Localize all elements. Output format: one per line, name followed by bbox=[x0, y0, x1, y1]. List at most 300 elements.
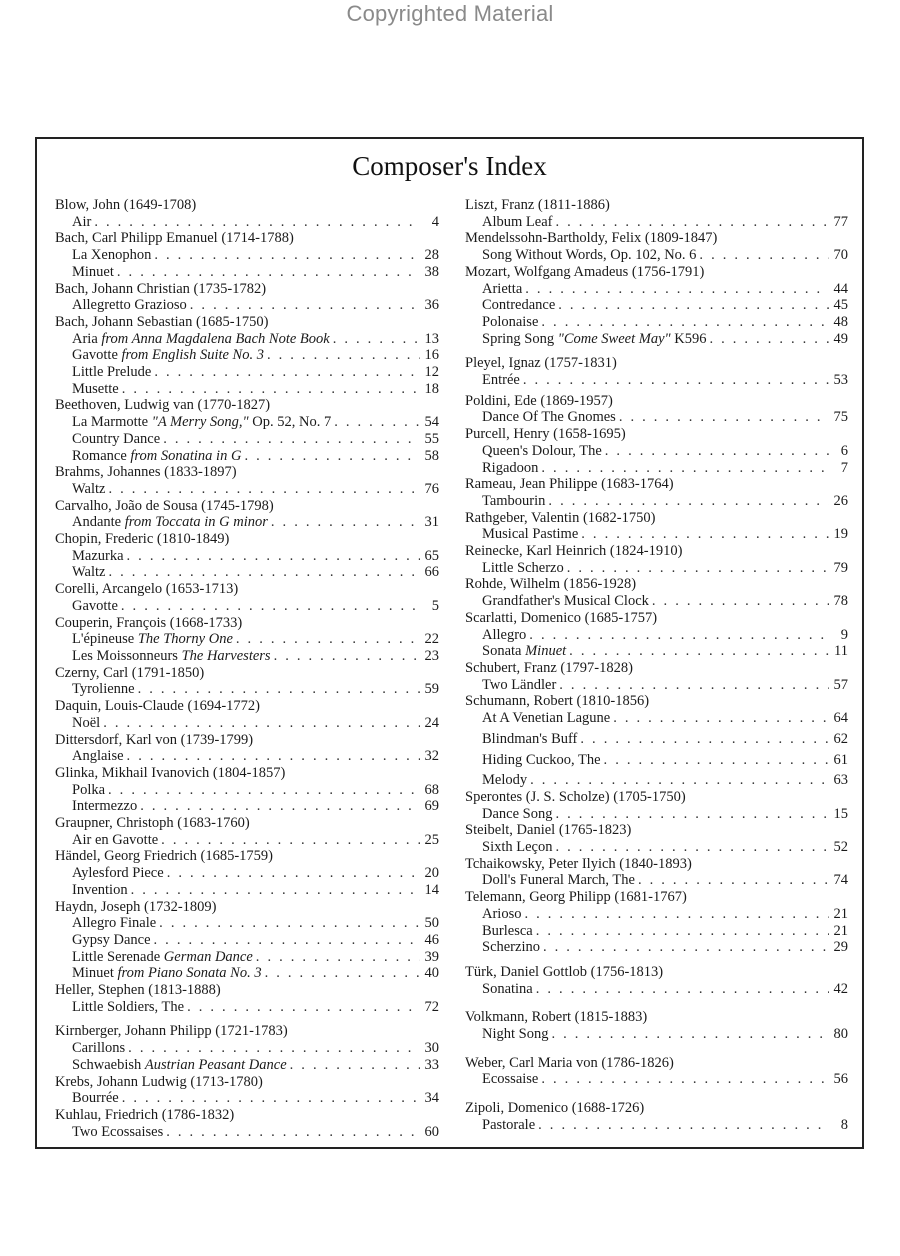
work-entry bbox=[465, 923, 848, 940]
composer-name: Liszt, Franz (1811-1886) bbox=[465, 197, 610, 213]
page-number: 18 bbox=[424, 380, 439, 397]
page-number: 39 bbox=[424, 948, 439, 965]
page-number: 80 bbox=[833, 1026, 848, 1043]
work-title-text: Tyrolienne bbox=[72, 681, 135, 698]
work-title-text: Gypsy Dance bbox=[72, 931, 151, 948]
composer-name: Glinka, Mikhail Ivanovich (1804-1857) bbox=[55, 764, 286, 781]
dot-leader bbox=[140, 798, 420, 815]
work-title-text: Schwaebish bbox=[72, 1056, 142, 1073]
composer-name: Steibelt, Daniel (1765-1823) bbox=[465, 822, 632, 839]
work-entry bbox=[465, 560, 848, 577]
work-title-text: Tambourin bbox=[482, 492, 546, 509]
page-number: 72 bbox=[424, 998, 439, 1015]
page-number: 21 bbox=[833, 905, 848, 922]
work-title-text: Grandfather's Musical Clock bbox=[482, 593, 649, 610]
page-number: 9 bbox=[840, 626, 848, 643]
work-title-text: Pastorale bbox=[482, 1116, 536, 1133]
page-number: 77 bbox=[833, 213, 848, 230]
dot-leader bbox=[652, 593, 829, 610]
work-entry bbox=[55, 748, 439, 765]
work-title-text: Scherzino bbox=[482, 939, 540, 956]
composer-name: Dittersdorf, Karl von (1739-1799) bbox=[55, 731, 254, 748]
work-entry bbox=[465, 772, 848, 789]
work-title-text: Waltz bbox=[72, 480, 106, 497]
dot-leader bbox=[290, 1057, 420, 1074]
dot-leader bbox=[548, 493, 829, 510]
work-subtitle: Minuet bbox=[525, 643, 567, 660]
page-number: 25 bbox=[424, 831, 439, 848]
composer-name: Purcell, Henry (1658-1695) bbox=[465, 426, 626, 443]
work-title-text: Noël bbox=[72, 714, 101, 731]
work-title-text: Mazurka bbox=[72, 547, 124, 564]
page-number: 57 bbox=[833, 676, 848, 693]
composer-name: Couperin, François (1668-1733) bbox=[55, 614, 243, 631]
work-entry bbox=[55, 564, 439, 581]
work-title-text: Minuet bbox=[72, 965, 114, 982]
composer-name: Beethoven, Ludwig van (1770-1827) bbox=[55, 397, 271, 414]
composer-entry bbox=[55, 581, 439, 614]
work-entry bbox=[55, 247, 439, 264]
work-title-text: Musical Pastime bbox=[482, 526, 579, 543]
dot-leader bbox=[524, 906, 829, 923]
work-entry bbox=[465, 593, 848, 610]
work-entry bbox=[465, 372, 848, 389]
work-title bbox=[72, 564, 105, 581]
work-title-text: Romance bbox=[72, 447, 127, 464]
dot-leader bbox=[541, 1071, 829, 1088]
work-title bbox=[482, 214, 552, 231]
work-title-text: Dance Song bbox=[482, 805, 553, 822]
dot-leader bbox=[127, 748, 420, 765]
composer-entry bbox=[465, 610, 848, 660]
work-title-text: Andante bbox=[72, 514, 122, 531]
work-entry bbox=[465, 872, 848, 889]
page-number: 48 bbox=[833, 313, 848, 330]
page-number: 29 bbox=[833, 939, 848, 956]
work-title bbox=[482, 710, 610, 727]
page-number: 8 bbox=[840, 1116, 848, 1133]
page-number: 56 bbox=[833, 1071, 848, 1088]
page-number: 19 bbox=[833, 526, 848, 543]
work-title-text: Gavotte bbox=[72, 347, 118, 364]
composer-entry bbox=[55, 281, 439, 314]
dot-leader bbox=[265, 965, 420, 982]
work-entry bbox=[55, 448, 439, 465]
dot-leader bbox=[581, 526, 829, 543]
work-entry bbox=[55, 715, 439, 732]
dot-leader bbox=[161, 832, 420, 849]
work-entry bbox=[465, 297, 848, 314]
work-title-text: Little Prelude bbox=[72, 364, 152, 381]
page-number: 21 bbox=[833, 922, 848, 939]
work-title-text: Hiding Cuckoo, The bbox=[482, 751, 601, 768]
page-number: 40 bbox=[424, 965, 439, 982]
dot-leader bbox=[523, 372, 829, 389]
dot-leader bbox=[604, 752, 829, 769]
composer-entry bbox=[465, 789, 848, 822]
dot-leader bbox=[166, 1124, 420, 1141]
page-number: 16 bbox=[424, 347, 439, 364]
composer-entry bbox=[465, 822, 848, 855]
work-entry bbox=[465, 806, 848, 823]
composer-entry bbox=[55, 982, 439, 1015]
work-title-text: Blindman's Buff bbox=[482, 730, 578, 747]
work-entry bbox=[55, 481, 439, 498]
work-title-text: Melody bbox=[482, 772, 528, 789]
work-title bbox=[72, 631, 233, 648]
dot-leader bbox=[108, 481, 420, 498]
composer-name: Chopin, Frederic (1810-1849) bbox=[55, 531, 230, 548]
composer-entry bbox=[55, 665, 439, 698]
page-number: 24 bbox=[424, 714, 439, 731]
composer-name: Schumann, Robert (1810-1856) bbox=[465, 693, 650, 710]
work-title-text: Night Song bbox=[482, 1026, 549, 1043]
work-entry bbox=[465, 981, 848, 998]
work-entry bbox=[55, 214, 439, 231]
work-title bbox=[72, 347, 264, 364]
page-number: 12 bbox=[424, 364, 439, 381]
work-title-text: Song Without Words, Op. 102, No. 6 bbox=[482, 247, 697, 264]
work-title bbox=[72, 364, 151, 381]
work-subtitle: from Anna Magdalena Bach Note Book bbox=[101, 330, 330, 347]
work-title-text: Entrée bbox=[482, 372, 520, 389]
composer-name: Pleyel, Ignaz (1757-1831) bbox=[465, 355, 617, 372]
dot-leader bbox=[555, 839, 829, 856]
work-title-text: Polonaise bbox=[482, 313, 539, 330]
work-subtitle: Austrian Peasant Dance bbox=[144, 1056, 287, 1073]
work-title bbox=[482, 627, 526, 644]
page-number: 52 bbox=[833, 839, 848, 856]
left-column bbox=[55, 197, 439, 1140]
work-title-text: La Xenophon bbox=[72, 247, 152, 264]
work-title bbox=[72, 748, 124, 765]
work-title-text: Air en Gavotte bbox=[72, 831, 159, 848]
composer-entry bbox=[465, 889, 848, 956]
dot-leader bbox=[334, 414, 420, 431]
work-title bbox=[72, 681, 135, 698]
work-entry bbox=[465, 1117, 848, 1134]
dot-leader bbox=[333, 331, 420, 348]
composer-name: Volkmann, Robert (1815-1883) bbox=[465, 1009, 648, 1026]
page-number: 76 bbox=[424, 480, 439, 497]
composer-entry bbox=[55, 732, 439, 765]
composer-name: Scarlatti, Domenico (1685-1757) bbox=[465, 609, 658, 626]
work-title bbox=[482, 314, 538, 331]
dot-leader bbox=[530, 772, 829, 789]
work-entry bbox=[465, 677, 848, 694]
dot-leader bbox=[159, 915, 420, 932]
composer-name: Schubert, Franz (1797-1828) bbox=[465, 659, 633, 676]
composer-entry bbox=[55, 765, 439, 815]
work-entry bbox=[465, 906, 848, 923]
work-title bbox=[72, 865, 164, 882]
work-title bbox=[72, 932, 151, 949]
page-number: 79 bbox=[833, 559, 848, 576]
work-entry bbox=[465, 460, 848, 477]
composer-entry bbox=[465, 426, 848, 476]
composer-name: Rameau, Jean Philippe (1683-1764) bbox=[465, 476, 674, 493]
work-entry bbox=[465, 247, 848, 264]
dot-leader bbox=[580, 731, 829, 748]
work-title-text: Two Ecossaises bbox=[72, 1123, 164, 1140]
work-title bbox=[482, 409, 616, 426]
composer-entry bbox=[55, 314, 439, 398]
work-entry bbox=[465, 627, 848, 644]
dot-leader bbox=[551, 1026, 829, 1043]
work-title bbox=[72, 1040, 125, 1057]
page-number: 64 bbox=[833, 710, 848, 727]
work-title-text: Polka bbox=[72, 781, 106, 798]
page-number: 60 bbox=[424, 1123, 439, 1140]
work-title-text: Sonata bbox=[482, 643, 522, 660]
work-entry bbox=[55, 865, 439, 882]
page-number: 11 bbox=[834, 643, 848, 660]
page-number: 61 bbox=[833, 751, 848, 768]
composer-entry bbox=[55, 615, 439, 665]
work-title bbox=[482, 331, 706, 348]
work-title-text: Burlesca bbox=[482, 922, 533, 939]
composer-name: Mozart, Wolfgang Amadeus (1756-1791) bbox=[465, 263, 705, 280]
page-number: 59 bbox=[424, 681, 439, 698]
work-entry bbox=[465, 331, 848, 348]
composer-entry bbox=[465, 230, 848, 263]
work-title-text: Doll's Funeral March, The bbox=[482, 872, 635, 889]
work-opus: Op. 52, No. 7 bbox=[252, 414, 332, 431]
work-title-text: Country Dance bbox=[72, 430, 161, 447]
work-title bbox=[72, 1124, 163, 1141]
page-number: 38 bbox=[424, 263, 439, 280]
work-title-text: Ecossaise bbox=[482, 1071, 539, 1088]
page-number: 55 bbox=[424, 430, 439, 447]
work-entry bbox=[55, 999, 439, 1016]
dot-leader bbox=[699, 247, 829, 264]
dot-leader bbox=[128, 1040, 420, 1057]
composer-entry bbox=[465, 660, 848, 693]
composer-entry bbox=[55, 848, 439, 898]
dot-leader bbox=[538, 1117, 829, 1134]
page-number: 32 bbox=[424, 748, 439, 765]
work-entry bbox=[55, 631, 439, 648]
work-title bbox=[72, 514, 268, 531]
work-title bbox=[482, 297, 555, 314]
page-number: 49 bbox=[833, 330, 848, 347]
work-title-text: Queen's Dolour, The bbox=[482, 442, 602, 459]
dot-leader bbox=[605, 443, 829, 460]
work-title-text: Arietta bbox=[482, 280, 523, 297]
work-title-text: Two Ländler bbox=[482, 676, 557, 693]
work-subtitle: from Piano Sonata No. 3 bbox=[117, 965, 262, 982]
work-title bbox=[72, 297, 187, 314]
dot-leader bbox=[163, 431, 420, 448]
composer-name: Kirnberger, Johann Philipp (1721-1783) bbox=[55, 1023, 288, 1040]
work-entry bbox=[465, 939, 848, 956]
dot-leader bbox=[108, 782, 420, 799]
work-title bbox=[482, 872, 635, 889]
work-title bbox=[482, 752, 601, 769]
work-title bbox=[72, 414, 331, 431]
dot-leader bbox=[167, 865, 420, 882]
work-title bbox=[482, 772, 527, 789]
work-entry bbox=[55, 264, 439, 281]
page-number: 34 bbox=[424, 1090, 439, 1107]
work-title-text: Allegretto Grazioso bbox=[72, 297, 187, 314]
dot-leader bbox=[569, 643, 829, 660]
work-entry bbox=[465, 409, 848, 426]
work-title bbox=[72, 915, 156, 932]
composer-entry bbox=[55, 1107, 439, 1140]
dot-leader bbox=[103, 715, 420, 732]
work-title-text: Rigadoon bbox=[482, 459, 539, 476]
work-title-text: Spring Song bbox=[482, 330, 555, 347]
dot-leader bbox=[122, 1090, 420, 1107]
work-title-text: Allegro bbox=[482, 626, 527, 643]
work-title bbox=[72, 381, 119, 398]
work-title bbox=[72, 247, 151, 264]
dot-leader bbox=[555, 214, 829, 231]
work-subtitle: The Thorny One bbox=[137, 631, 233, 648]
composer-entry bbox=[55, 815, 439, 848]
work-title-text: Aria bbox=[72, 330, 98, 347]
work-title-text: Little Serenade bbox=[72, 948, 161, 965]
index-frame bbox=[35, 137, 864, 1149]
work-title bbox=[482, 731, 577, 748]
page-number: 7 bbox=[840, 459, 848, 476]
work-title bbox=[72, 999, 184, 1016]
page-number: 6 bbox=[840, 442, 848, 459]
page-number: 44 bbox=[833, 280, 848, 297]
composer-name: Poldini, Ede (1869-1957) bbox=[465, 392, 613, 409]
work-title-text: Bourrée bbox=[72, 1090, 119, 1107]
page-number: 74 bbox=[833, 872, 848, 889]
work-title-text: Musette bbox=[72, 380, 119, 397]
dot-leader bbox=[122, 381, 420, 398]
work-title bbox=[72, 448, 241, 465]
work-title-text: La Marmotte bbox=[72, 414, 149, 431]
page-number: 62 bbox=[833, 730, 848, 747]
work-title-text: Gavotte bbox=[72, 597, 118, 614]
page-number: 5 bbox=[431, 597, 439, 614]
composer-entry bbox=[465, 693, 848, 789]
work-entry bbox=[55, 1124, 439, 1141]
work-title bbox=[482, 981, 533, 998]
dot-leader bbox=[613, 710, 829, 727]
work-title bbox=[72, 481, 105, 498]
dot-leader bbox=[525, 281, 829, 298]
composer-name: Händel, Georg Friedrich (1685-1759) bbox=[55, 848, 273, 865]
dot-leader bbox=[121, 598, 420, 615]
composer-entry bbox=[55, 498, 439, 531]
composer-name: Blow, John (1649-1708) bbox=[55, 197, 197, 213]
dot-leader bbox=[529, 627, 829, 644]
composer-name: Carvalho, João de Sousa (1745-1798) bbox=[55, 497, 274, 514]
page-number: 14 bbox=[424, 881, 439, 898]
composer-name: Zipoli, Domenico (1688-1726) bbox=[465, 1100, 645, 1117]
work-entry bbox=[55, 1090, 439, 1107]
work-title bbox=[72, 965, 262, 982]
composer-entry bbox=[465, 543, 848, 576]
dot-leader bbox=[236, 631, 420, 648]
dot-leader bbox=[154, 247, 420, 264]
composer-name: Bach, Johann Sebastian (1685-1750) bbox=[55, 313, 269, 330]
work-entry bbox=[55, 932, 439, 949]
dot-leader bbox=[536, 923, 829, 940]
page-title: Composer's Index bbox=[352, 151, 547, 181]
page-number: 45 bbox=[833, 297, 848, 314]
composer-name: Weber, Carl Maria von (1786-1826) bbox=[465, 1054, 674, 1071]
work-title-text: Les Moissonneurs bbox=[72, 647, 178, 664]
work-entry bbox=[465, 214, 848, 231]
work-entry bbox=[55, 915, 439, 932]
work-entry bbox=[465, 1071, 848, 1088]
dot-leader bbox=[154, 364, 420, 381]
work-entry bbox=[465, 1026, 848, 1043]
right-column bbox=[465, 197, 848, 1134]
work-entry bbox=[55, 798, 439, 815]
dot-leader bbox=[138, 681, 420, 698]
work-subtitle: The Harvesters bbox=[181, 647, 271, 664]
work-title bbox=[482, 560, 564, 577]
dot-leader bbox=[117, 264, 420, 281]
work-title-text: Album Leaf bbox=[482, 213, 553, 230]
work-title bbox=[482, 643, 566, 660]
dot-leader bbox=[256, 949, 420, 966]
dot-leader bbox=[567, 560, 829, 577]
work-subtitle: from Sonatina in G bbox=[130, 447, 242, 464]
dot-leader bbox=[541, 460, 829, 477]
work-title-text: L'épineuse bbox=[72, 631, 135, 648]
composer-name: Mendelssohn-Bartholdy, Felix (1809-1847) bbox=[465, 230, 718, 247]
page-number: 70 bbox=[833, 247, 848, 264]
composer-name: Bach, Carl Philipp Emanuel (1714-1788) bbox=[55, 230, 294, 247]
work-title bbox=[72, 949, 253, 966]
composer-name: Brahms, Johannes (1833-1897) bbox=[55, 464, 237, 481]
composer-name: Rathgeber, Valentin (1682-1750) bbox=[465, 509, 656, 526]
work-entry bbox=[55, 331, 439, 348]
composer-name: Türk, Daniel Gottlob (1756-1813) bbox=[465, 963, 664, 980]
work-title-text: Little Scherzo bbox=[482, 559, 564, 576]
page-number: 46 bbox=[424, 931, 439, 948]
page-number: 58 bbox=[424, 447, 439, 464]
work-entry bbox=[55, 1040, 439, 1057]
work-subtitle: from English Suite No. 3 bbox=[121, 347, 264, 364]
work-title bbox=[72, 598, 118, 615]
work-entry bbox=[465, 839, 848, 856]
work-entry bbox=[55, 347, 439, 364]
work-title bbox=[72, 264, 114, 281]
dot-leader bbox=[108, 564, 420, 581]
composer-entry bbox=[55, 899, 439, 983]
dot-leader bbox=[541, 314, 829, 331]
dot-leader bbox=[536, 981, 829, 998]
work-entry bbox=[55, 1057, 439, 1074]
work-opus: K596 bbox=[674, 330, 707, 347]
work-title bbox=[482, 906, 521, 923]
work-title bbox=[72, 1090, 119, 1107]
work-entry bbox=[55, 965, 439, 982]
page-number: 75 bbox=[833, 409, 848, 426]
work-title bbox=[72, 331, 330, 348]
page-number: 22 bbox=[424, 631, 439, 648]
page-number: 42 bbox=[833, 980, 848, 997]
work-title-text: At A Venetian Lagune bbox=[482, 710, 611, 727]
page-number: 54 bbox=[424, 414, 439, 431]
work-entry bbox=[55, 949, 439, 966]
copyright-watermark: Copyrighted Material bbox=[346, 1, 554, 26]
composer-entry bbox=[55, 197, 439, 230]
composer-entry bbox=[465, 576, 848, 609]
work-entry bbox=[55, 431, 439, 448]
work-title bbox=[482, 677, 556, 694]
